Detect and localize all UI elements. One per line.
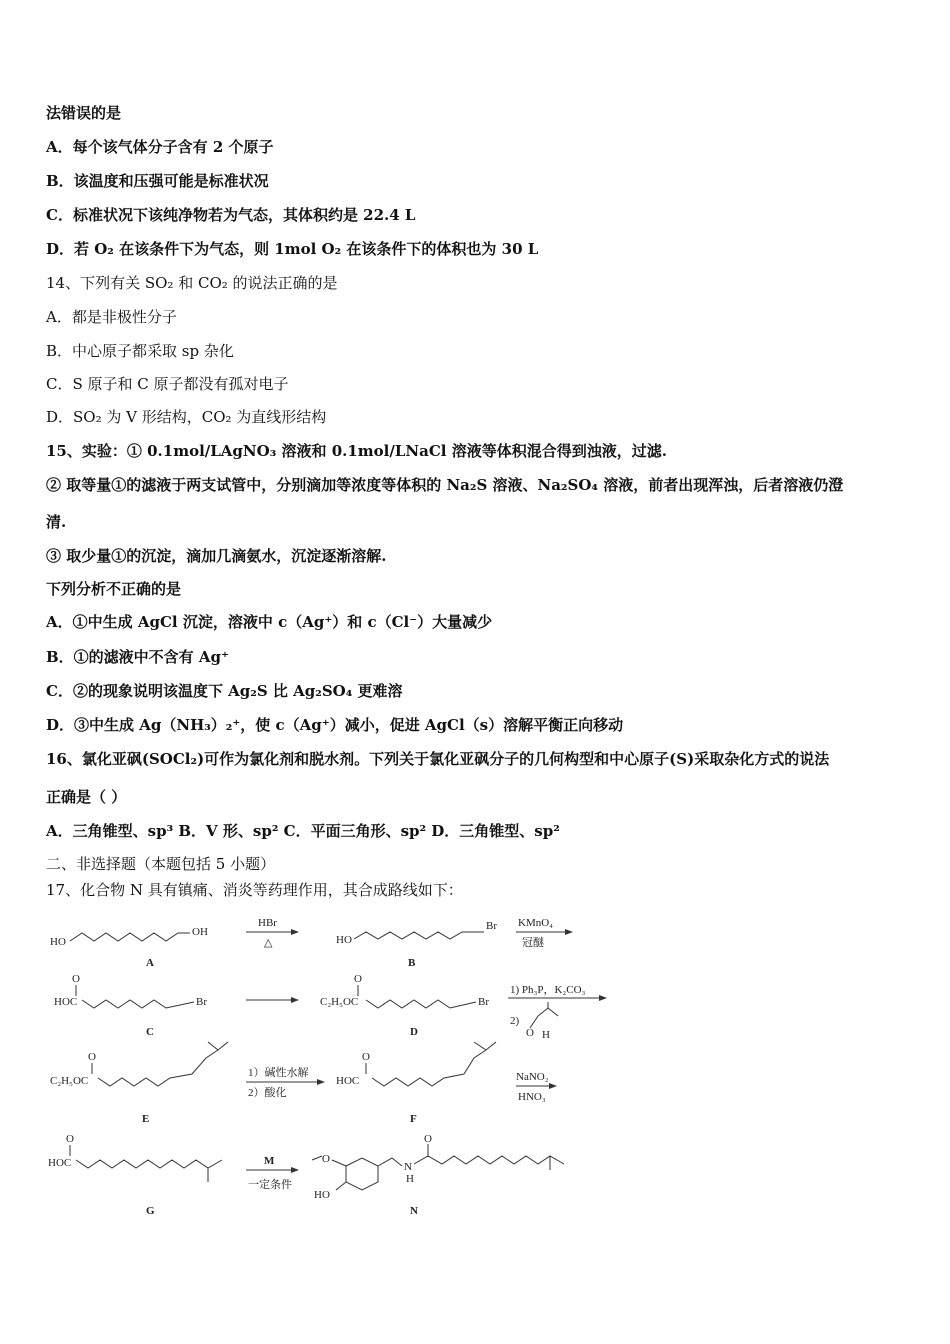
text-line: 清. [46,513,67,531]
atom-label: O [66,1133,74,1145]
option-d: D．若 O₂ 在该条件下为气态，则 1mol O₂ 在该条件下的体积也为 30 L [46,240,539,258]
option-b: B．中心原子都采取 sp 杂化 [46,342,234,360]
condition-text: 1）碱性水解 [248,1067,309,1079]
atom-label: HO [314,1189,330,1201]
condition-text: 2) [510,1015,520,1027]
compound-e [50,1042,228,1125]
compound-n [312,1133,564,1217]
atom-label: O [72,973,80,985]
atom-label: HOC [336,1075,360,1087]
condition-text: 2）酸化 [248,1087,287,1099]
compound-f [336,1042,496,1125]
reaction-arrow-2 [516,917,572,949]
question-16: 16、氯化亚砜(SOCl₂)可作为氯化剂和脱水剂。下列关于氯化亚砜分子的几何构型和中心原子(S)采取杂化方式的说法 [46,750,830,768]
text-line: 法错误的是 [46,104,122,122]
atom-label: O [354,973,362,985]
compound-label-a: A [146,957,154,969]
option-b: B．①的滤液中不含有 Ag⁺ [46,648,229,666]
compound-label-e: E [142,1113,150,1125]
options-16: A．三角锥型、sp³ B．V 形、sp² C．平面三角形、sp² D．三角锥型、sp² [46,822,560,840]
reaction-arrow-6 [516,1071,556,1103]
reaction-arrow-4 [508,984,606,1041]
compound-b [336,920,497,969]
compound-label-n: N [410,1205,418,1217]
section-heading: 二、非选择题（本题包括 5 小题） [46,855,276,873]
question-17: 17、化合物 N 具有镇痛、消炎等药理作用，其合成路线如下： [46,881,463,899]
option-a: A．①中生成 AgCl 沉淀，溶液中 c（Ag⁺）和 c（Cl⁻）大量减少 [46,613,493,631]
condition-text: HNO₃ [518,1091,546,1103]
atom-label: O [322,1153,330,1165]
condition-text: 1) Ph₃P，K₂CO₃ [510,984,586,996]
compound-d [320,973,489,1038]
option-a: A．每个该气体分子含有 2 个原子 [46,138,274,156]
compound-label-c: C [146,1026,154,1038]
experiment-step-3: ③ 取少量①的沉淀，滴加几滴氨水，沉淀逐渐溶解. [46,547,387,565]
atom-label: HOC [54,996,78,1008]
reaction-arrow-1 [246,917,298,949]
condition-text: 一定条件 [248,1179,292,1191]
atom-label: HO [336,934,352,946]
compound-a [50,926,208,969]
condition-text: △ [264,937,273,949]
atom-label: C₂H₅OC [50,1075,89,1087]
atom-label: O [362,1051,370,1063]
atom-label: HO [50,936,66,948]
option-b: B．该温度和压强可能是标准状况 [46,172,269,190]
atom-label: OH [192,926,208,938]
option-c: C．标准状况下该纯净物若为气态，其体积约是 22.4 L [46,206,416,224]
atom-label: N [404,1161,412,1173]
atom-label: O [526,1027,534,1039]
compound-label-b: B [408,957,416,969]
option-d: D．SO₂ 为 V 形结构，CO₂ 为直线形结构 [46,408,327,426]
atom-label: O [88,1051,96,1063]
condition-text: M [264,1155,275,1167]
reaction-arrow-7 [246,1155,298,1191]
option-c: C．②的现象说明该温度下 Ag₂S 比 Ag₂SO₄ 更难溶 [46,682,403,700]
reaction-arrow-5 [246,1065,324,1099]
question-15: 15、实验：① 0.1mol/LAgNO₃ 溶液和 0.1mol/LNaCl 溶液等体积混合得到浊液，过滤. [46,442,667,460]
option-c: C．S 原子和 C 原子都没有孤对电子 [46,375,289,393]
atom-label: O [424,1133,432,1145]
compound-g [48,1133,222,1217]
compound-c [54,973,207,1038]
condition-text: HBr [258,917,277,929]
atom-label: Br [196,996,207,1008]
atom-label: C₂H₅OC [320,996,359,1008]
experiment-step-2: ② 取等量①的滤液于两支试管中，分别滴加等浓度等体积的 Na₂S 溶液、Na₂SO₄ 溶液，前者出现浑浊，后者溶液仍澄 [46,476,844,494]
atom-label: Br [478,996,489,1008]
condition-text: KMnO₄ [518,917,554,929]
atom-label: Br [486,920,497,932]
option-d: D．③中生成 Ag（NH₃）₂⁺，使 c（Ag⁺）减小，促进 AgCl（s）溶解平衡正向移动 [46,716,624,734]
atom-label: H [542,1029,550,1041]
compound-label-d: D [410,1026,418,1038]
question-prompt: 下列分析不正确的是 [46,580,182,598]
atom-label: H [406,1173,414,1185]
question-14: 14、下列有关 SO₂ 和 CO₂ 的说法正确的是 [46,274,338,292]
synthesis-scheme [46,908,646,1228]
compound-label-g: G [146,1205,155,1217]
condition-text: NaNO₂ [516,1071,549,1083]
compound-label-f: F [410,1113,417,1125]
option-a: A．都是非极性分子 [46,308,177,326]
text-line: 正确是（ ） [46,788,127,806]
condition-text: 冠醚 [522,937,544,949]
atom-label: HOC [48,1157,72,1169]
